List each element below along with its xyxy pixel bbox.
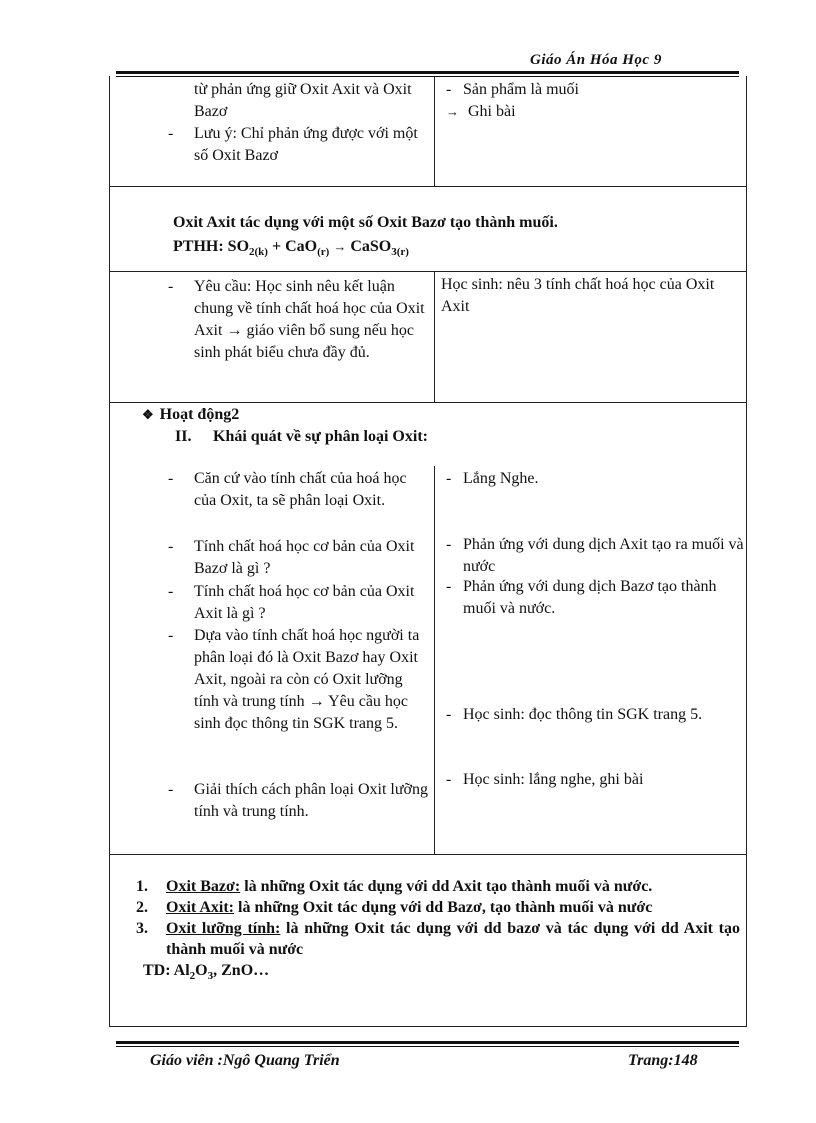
footer-rule-thick: [116, 1041, 739, 1044]
row-divider-3: [109, 402, 747, 403]
definitions-cell: [136, 876, 740, 987]
list-item: - Tính chất hoá học cơ bản của Oxit Axit là gì ?: [168, 583, 415, 622]
definition-item: 3. Oxit lưỡng tính: là những Oxit tác dụng với dd bazơ và tác dụng với dd Axit tạo thành muối và nước: [136, 920, 741, 958]
row3-right-cell: Học sinh: nêu 3 tính chất hoá học của Oxit Axit: [441, 276, 715, 315]
header-rule-thick: [116, 71, 739, 74]
row1-left-cell: [168, 79, 430, 167]
conclusion-statement: Oxit Axit tác dụng với một số Oxit Bazơ tạo thành muối.: [173, 214, 558, 231]
row-divider-4: [109, 854, 747, 855]
list-item: → Ghi bài: [446, 103, 516, 120]
example-line: TD: $Al_2O_3$, ZnO…: [143, 962, 270, 983]
column-divider-4: [434, 466, 435, 854]
list-item: - Dựa vào tính chất hoá học người ta phân loại đó là Oxit Bazơ hay Oxit Axit, ngoài ra còn có Oxit lưỡng tính và trung tính → Yêu cầu học sinh đọc thông tin SGK trang 5.: [168, 627, 420, 732]
column-divider-3: [434, 271, 435, 402]
list-item: - Phản ứng với dung dịch Axit tạo ra muối và nước: [446, 536, 744, 575]
diamond-bullet-icon: ❖: [142, 407, 154, 422]
definition-item: 2. Oxit Axit: là những Oxit tác dụng với dd Bazơ, tạo thành muối và nước: [136, 899, 653, 916]
chemical-equation: PTHH: $SO_{2(k)} + CaO_{(r)}$ → CaSO$_{3(r)}$: [173, 238, 409, 259]
row-divider-1: [109, 186, 747, 187]
row-divider-2: [109, 271, 747, 272]
list-item: từ phản ứng giữ Oxit Axit và Oxit Bazơ: [194, 81, 412, 120]
row1-right-cell: [446, 79, 736, 123]
footer-rule-thin: [116, 1046, 739, 1047]
footer-page-number: Trang:148: [628, 1052, 698, 1069]
list-item: - Sản phẩm là muối: [446, 81, 579, 98]
header-title: Giáo Án Hóa Học 9: [530, 52, 662, 68]
list-item: - Yêu cầu: Học sinh nêu kết luận chung về tính chất hoá học của Oxit Axit → giáo viên bổ sung nếu học sinh phát biểu chưa đầy đủ.: [168, 278, 425, 361]
list-item: - Học sinh: đọc thông tin SGK trang 5.: [446, 706, 703, 723]
activity-heading: ❖ Hoạt động2 II. Khái quát về sự phân loại Oxit:: [142, 406, 428, 445]
list-item: - Lưu ý: Chỉ phản ứng được với một số Oxit Bazơ: [168, 125, 418, 164]
list-item: - Lắng Nghe.: [446, 470, 539, 487]
row3-left-cell: [168, 276, 430, 364]
row4-left-cell: [168, 468, 430, 823]
conclusion-cell: [173, 211, 733, 264]
list-item: - Phản ứng với dung dịch Bazơ tạo thành muối và nước.: [446, 578, 717, 617]
column-divider-1: [434, 77, 435, 186]
list-item: - Căn cứ vào tính chất của hoá học của Oxit, ta sẽ phân loại Oxit.: [168, 470, 407, 509]
list-item: - Học sinh: lắng nghe, ghi bài: [446, 771, 644, 788]
definition-item: 1. Oxit Bazơ: là những Oxit tác dụng với dd Axit tạo thành muối và nước.: [136, 878, 653, 895]
footer-teacher: Giáo viên :Ngô Quang Triển: [150, 1052, 340, 1069]
list-item: - Tính chất hoá học cơ bản của Oxit Bazơ là gì ?: [168, 538, 415, 577]
list-item: - Giải thích cách phân loại Oxit lưỡng tính và trung tính.: [168, 781, 428, 820]
